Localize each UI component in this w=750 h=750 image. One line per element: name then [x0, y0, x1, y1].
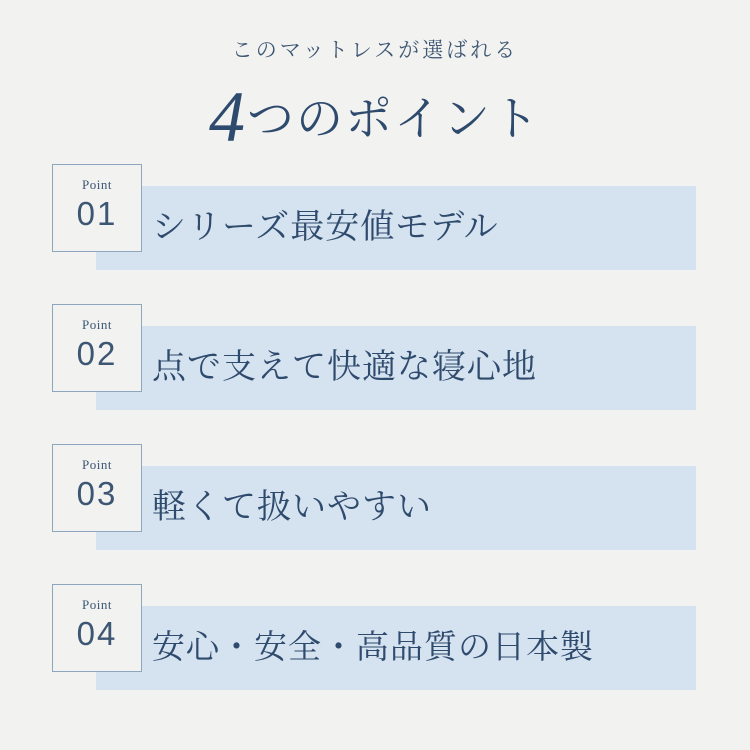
list-item: [0, 304, 750, 392]
point-badge-number: 01: [76, 195, 118, 232]
point-badge: [52, 164, 142, 252]
heading-number: 4: [209, 77, 245, 157]
point-badge: [52, 444, 142, 532]
list-item: [0, 444, 750, 532]
point-text: シリーズ最安値モデル: [152, 209, 499, 246]
point-text: 安心・安全・高品質の日本製: [152, 630, 594, 666]
point-badge-label: Point: [82, 457, 112, 472]
point-badge-label: Point: [82, 177, 112, 192]
list-item: [0, 584, 750, 672]
point-badge: [52, 304, 142, 392]
point-badge-label: Point: [82, 597, 112, 612]
heading-main: [0, 78, 750, 157]
point-badge-number: 03: [76, 475, 118, 512]
point-text: 点で支えて快適な寝心地: [152, 349, 537, 386]
heading-main-suffix: つのポイント: [247, 94, 541, 146]
point-badge-number: 02: [76, 335, 118, 372]
page-heading: [0, 0, 750, 157]
point-badge-label: Point: [82, 317, 112, 332]
points-list: [0, 164, 750, 672]
point-badge-number: 04: [76, 615, 118, 652]
point-badge: [52, 584, 142, 672]
list-item: [0, 164, 750, 252]
heading-kicker: このマットレスが選ばれる: [231, 38, 519, 62]
point-text: 軽くて扱いやすい: [152, 489, 432, 526]
